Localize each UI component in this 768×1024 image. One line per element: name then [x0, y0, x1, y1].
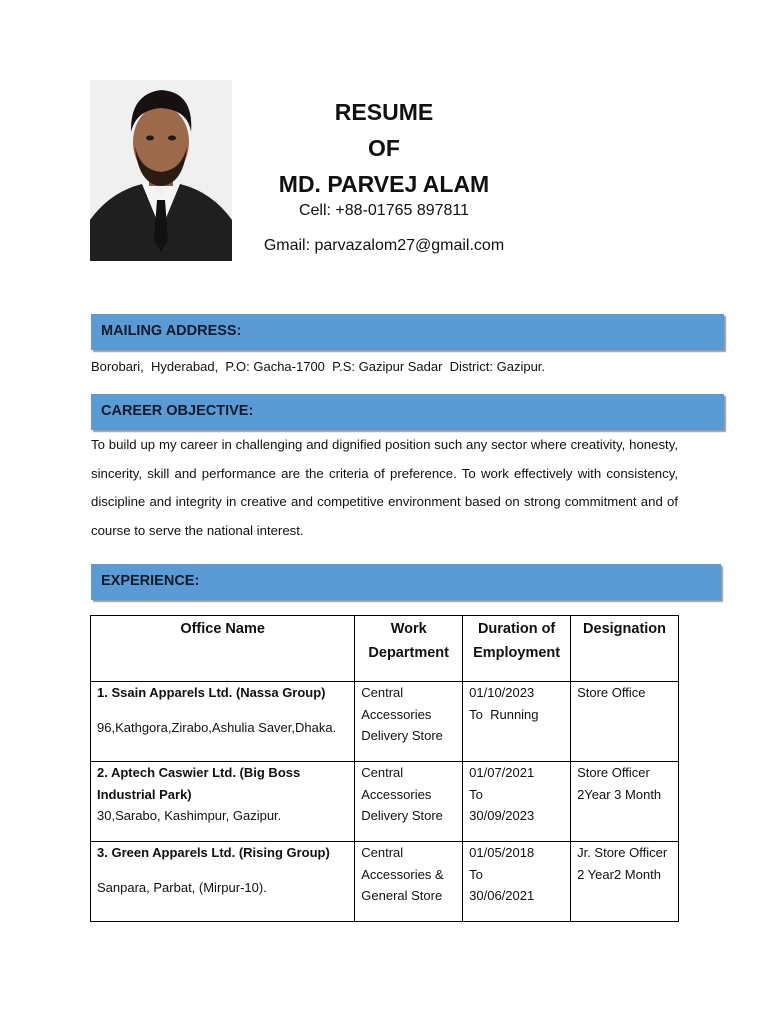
career-objective-header	[91, 394, 724, 430]
table-header-row	[91, 616, 679, 682]
table-row	[91, 842, 679, 922]
mailing-address-header	[91, 314, 724, 350]
office-address: Sanpara, Parbat, (Mirpur-10).	[97, 879, 267, 895]
column-office-name: Office Name	[91, 616, 355, 682]
candidate-name: MD. PARVEJ ALAM	[278, 171, 490, 197]
duration-from: 01/05/2018	[469, 845, 535, 860]
person-portrait-icon	[90, 80, 232, 261]
resume-title	[250, 94, 518, 202]
office-name: 3. Green Apparels Ltd. (Rising Group)	[97, 845, 330, 860]
duration-from: 01/07/2021	[469, 765, 535, 780]
column-duration: Duration of Employment	[463, 616, 571, 682]
experience-header	[91, 564, 721, 600]
mailing-address-heading: MAILING ADDRESS:	[101, 323, 242, 339]
department-cell: Central Accessories Delivery Store	[355, 762, 463, 842]
career-objective-heading: CAREER OBJECTIVE:	[101, 403, 254, 419]
office-name: 1. Ssain Apparels Ltd. (Nassa Group)	[97, 685, 326, 700]
designation-cell: Jr. Store Officer 2 Year2 Month	[571, 842, 679, 922]
department-cell: Central Accessories & General Store	[355, 842, 463, 922]
office-address: 30,Sarabo, Kashimpur, Gazipur.	[97, 808, 282, 823]
profile-photo	[90, 80, 232, 261]
cell-number: Cell: +88-01765 897811	[298, 202, 470, 219]
duration-to: 30/06/2021	[469, 888, 535, 903]
office-cell	[91, 762, 355, 842]
duration-mid: To	[469, 786, 483, 802]
column-work-department: Work Department	[355, 616, 463, 682]
title-resume: RESUME	[334, 99, 434, 125]
column-designation: Designation	[571, 616, 679, 682]
office-name: 2. Aptech Caswier Ltd. (Big Boss Industrial Park)	[97, 765, 301, 802]
duration-from: 01/10/2023	[469, 685, 535, 700]
table-row	[91, 762, 679, 842]
department-cell: Central Accessories Delivery Store	[355, 682, 463, 762]
mailing-address-text: Borobari, Hyderabad, P.O: Gacha-1700 P.S: Gazipur Sadar District: Gazipur.	[91, 359, 546, 374]
office-cell	[91, 842, 355, 922]
table-row	[91, 682, 679, 762]
designation-cell: Store Office	[571, 682, 679, 762]
experience-heading: EXPERIENCE:	[101, 573, 200, 589]
duration-to: 30/09/2023	[469, 808, 535, 823]
office-cell	[91, 682, 355, 762]
office-address: 96,Kathgora,Zirabo,Ashulia Saver,Dhaka.	[97, 719, 337, 735]
experience-table	[90, 615, 679, 922]
title-of: OF	[368, 135, 400, 161]
duration-cell	[463, 762, 571, 842]
career-objective-text: To build up my career in challenging and dignified position such any sector where creativity, honesty, sincerity, skill and performance are the criteria of preference. To work effectively with consistency, discipline and integrity in creative and competitive environment based on strong commitment and of course to serve the national interest.	[91, 437, 678, 538]
duration-to: To Running	[469, 706, 539, 722]
designation-cell: Store Officer 2Year 3 Month	[571, 762, 679, 842]
gmail-address: Gmail: parvazalom27@gmail.com	[263, 237, 505, 254]
duration-cell	[463, 842, 571, 922]
duration-cell	[463, 682, 571, 762]
duration-mid: To	[469, 866, 483, 882]
